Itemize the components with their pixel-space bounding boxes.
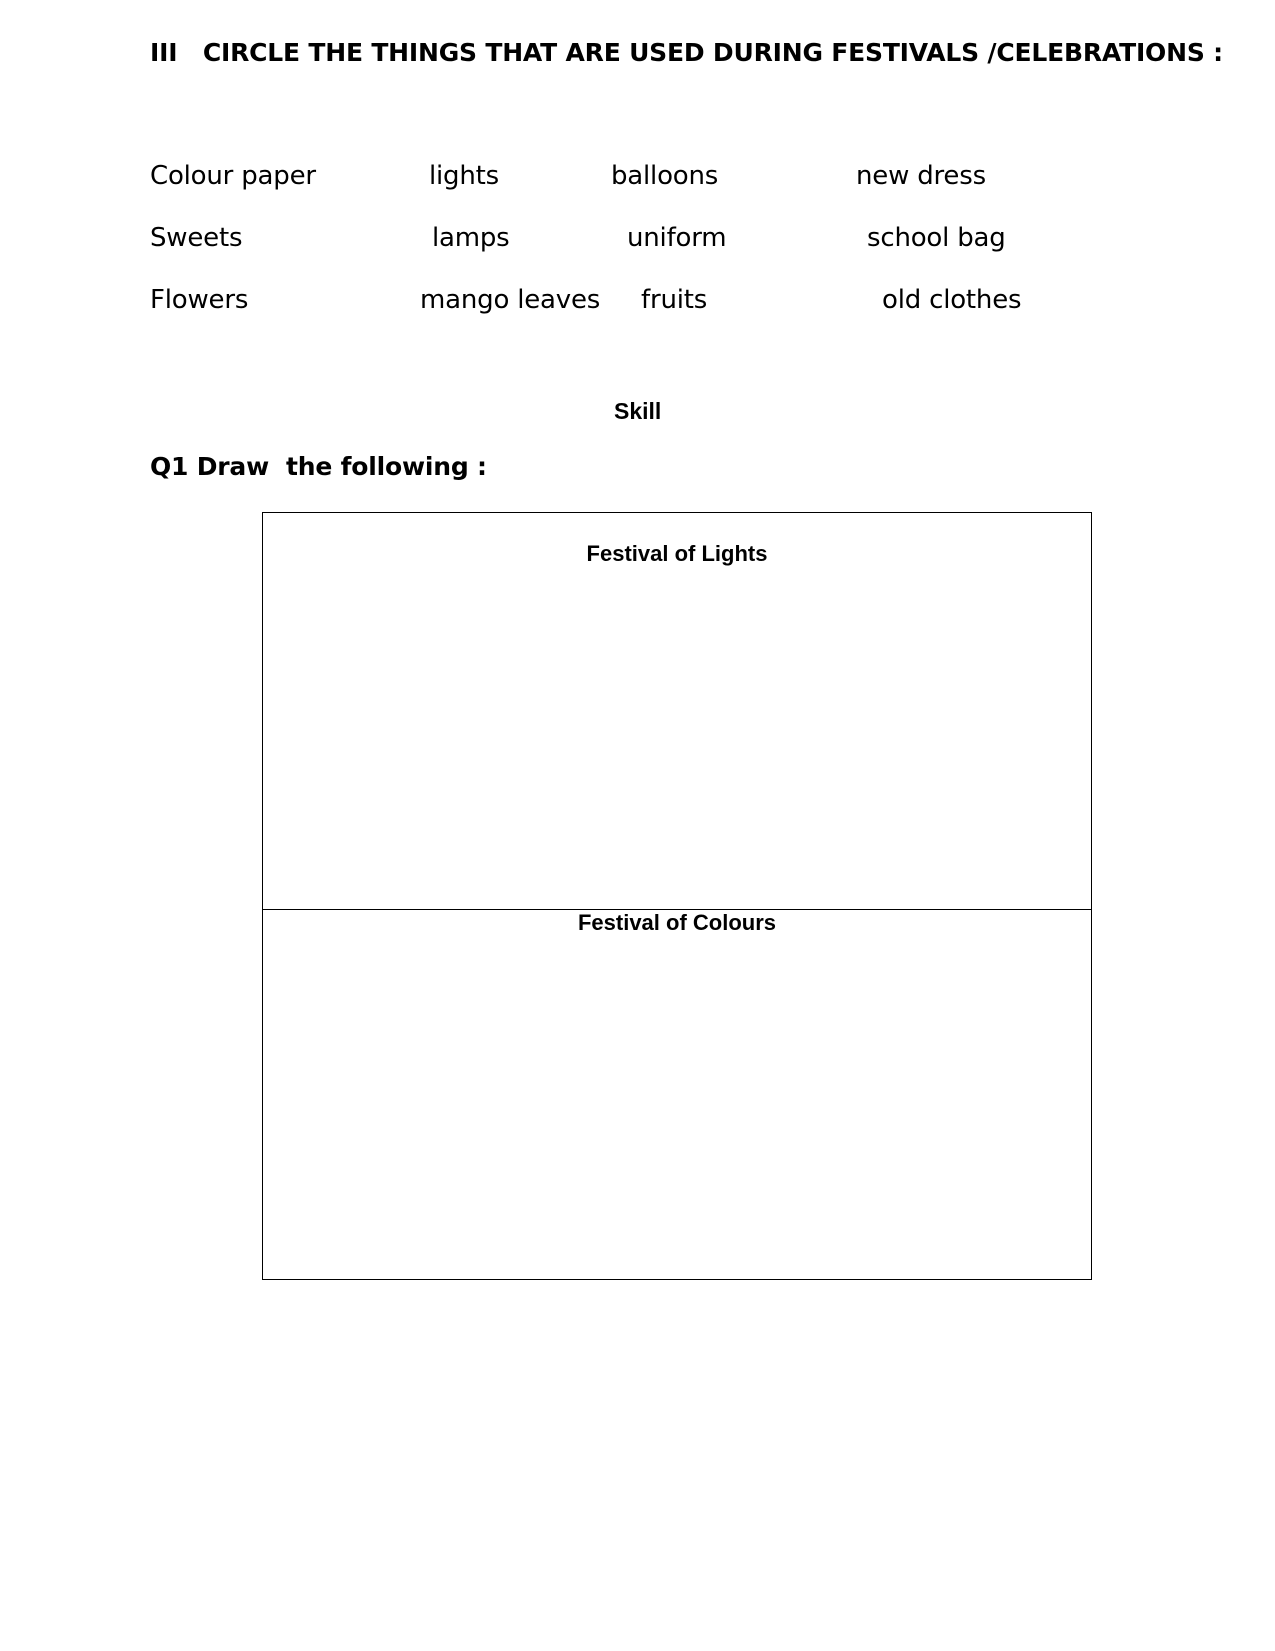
word-option[interactable]: new dress bbox=[856, 161, 986, 191]
question-heading: Q1 Draw the following : bbox=[150, 452, 487, 481]
drawing-box-title: Festival of Colours bbox=[577, 910, 777, 935]
word-option[interactable]: old clothes bbox=[882, 285, 1022, 315]
skill-heading: Skill bbox=[614, 398, 662, 424]
word-option[interactable]: mango leaves bbox=[420, 285, 601, 315]
drawing-box-title: Festival of Lights bbox=[586, 541, 768, 566]
drawing-box-lights[interactable] bbox=[262, 512, 1092, 910]
drawing-box-colours[interactable] bbox=[262, 909, 1092, 1280]
word-option[interactable]: balloons bbox=[611, 161, 719, 191]
word-option[interactable]: school bag bbox=[867, 223, 1006, 253]
word-option[interactable]: lights bbox=[429, 161, 499, 191]
word-option[interactable]: Sweets bbox=[150, 223, 243, 253]
word-option[interactable]: Colour paper bbox=[150, 161, 316, 191]
word-option[interactable]: lamps bbox=[432, 223, 510, 253]
word-option[interactable]: fruits bbox=[641, 285, 708, 315]
section-heading: III CIRCLE THE THINGS THAT ARE USED DURING FESTIVALS /CELEBRATIONS : bbox=[150, 38, 1223, 67]
word-option[interactable]: uniform bbox=[627, 223, 727, 253]
word-option[interactable]: Flowers bbox=[150, 285, 249, 315]
